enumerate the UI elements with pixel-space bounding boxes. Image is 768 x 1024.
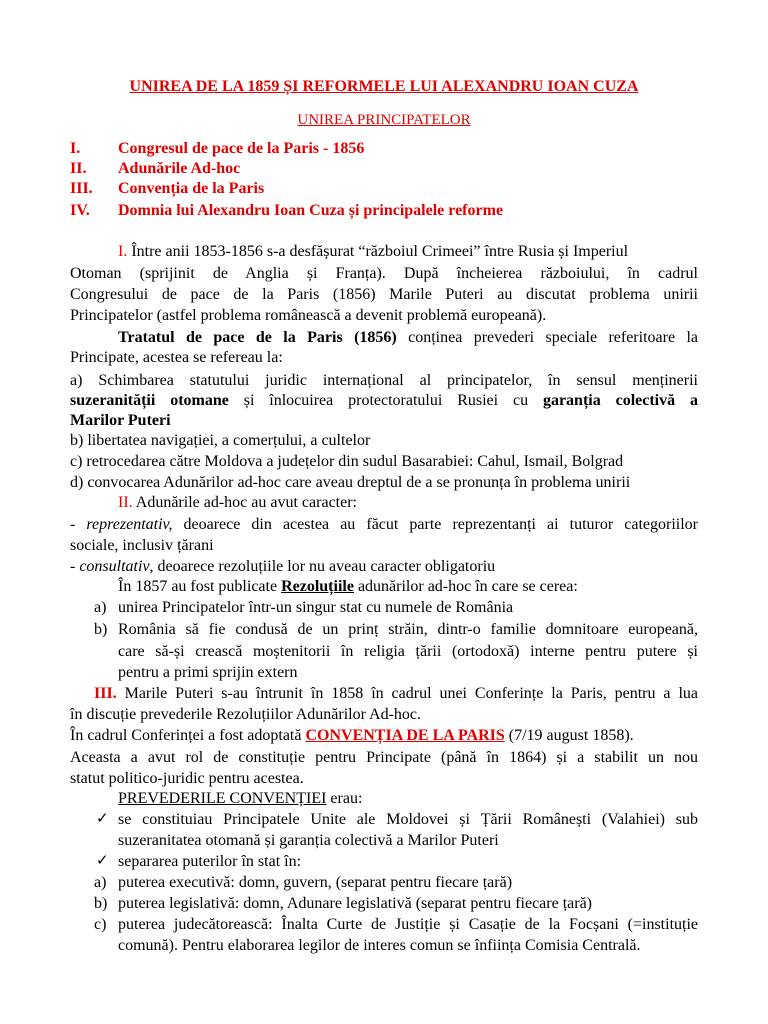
s3-line-4: Aceasta a avut rol de constituție pentru Principate (până în 1864) și a stabilit un nou: [70, 749, 698, 766]
s3-power-c-line-2: comună). Pentru elaborarea legilor de interes comun se înființa Comisia Centrală.: [118, 937, 641, 954]
s3-convention-line: În cadrul Conferinței a fost adoptată CONVENȚIA DE LA PARIS (7/19 august 1858).: [70, 727, 634, 744]
s3-line-2: în discuție prevederile Rezoluțiilor Adunărilor Ad-hoc.: [70, 706, 422, 723]
s3-provisions-heading: PREVEDERILE CONVENȚIEI erau:: [118, 790, 363, 807]
s1-item-c: c) retrocedarea către Moldova a județelor din sudul Basarabiei: Cahul, Ismail, Bolgrad: [70, 453, 624, 470]
toc-num-4: IV.: [70, 202, 90, 219]
toc-num-3: III.: [70, 180, 93, 197]
s1-line-4: Principatelor (astfel problema românească a devenit problemă europeană).: [70, 307, 547, 324]
s1-line-6: Principate, acestea se refereau la:: [70, 349, 283, 366]
toc-num-1: I.: [70, 140, 81, 157]
document-subtitle: UNIREA PRINCIPATELOR: [297, 112, 471, 128]
s1-item-a-line-1: a) Schimbarea statutului juridic internațional al principatelor, în sensul menținerii: [70, 372, 698, 389]
s2-consultative: - consultativ, deoarece rezoluțiile lor nu aveau caracter obligatoriu: [70, 558, 496, 575]
s3-check-1-line-2: suzeranitatea otomană și garanția colectivă a Marilor Puteri: [118, 832, 499, 849]
s1-item-b: b) libertatea navigației, a comerțului, a cultelor: [70, 432, 371, 449]
s1-line-2: Otoman (sprijinit de Anglia și Franța). După încheierea războiului, în cadrul: [70, 265, 698, 282]
s3-check-2: separarea puterilor în stat în:: [118, 853, 302, 870]
s2-item-a: unirea Principatelor într-un singur stat cu numele de România: [118, 599, 514, 616]
toc-item-3: Convenția de la Paris: [118, 180, 265, 197]
s3-check-1-line-1: se constituiau Principatele Unite ale Moldovei și Țării Românești (Valahiei) sub: [118, 811, 698, 828]
s2-number: II.: [118, 494, 133, 511]
s1-line-3: Congresului de pace de la Paris (1856) Marile Puteri au discutat problema unirii: [70, 286, 698, 303]
check-icon: ✓: [96, 811, 109, 827]
s2-resolutions: În 1857 au fost publicate Rezoluțiile adunărilor ad-hoc în care se cerea:: [118, 578, 578, 595]
toc-item-4: Domnia lui Alexandru Ioan Cuza și principalele reforme: [118, 202, 504, 219]
toc-num-2: II.: [70, 160, 87, 177]
document-title: UNIREA DE LA 1859 ȘI REFORMELE LUI ALEXANDRU IOAN CUZA: [129, 78, 639, 95]
s3-power-c-label: c): [94, 916, 107, 933]
s3-line-1: III. Marile Puteri s-au întrunit în 1858 în cadrul unei Conferințe la Paris, pentru a lua: [94, 685, 698, 702]
s1-line-1: I. Între anii 1853-1856 s-a desfășurat “războiul Crimeei” între Rusia și Imperiul: [118, 243, 629, 260]
s3-power-c-line-1: puterea judecătorească: Înalta Curte de Justiție și Casație de la Focșani (=instituție: [118, 916, 698, 933]
s2-representative-line-2: sociale, inclusiv țărani: [70, 537, 214, 554]
s2-item-b-label: b): [94, 621, 108, 638]
s3-line-5: statut politico-juridic pentru acestea.: [70, 770, 304, 787]
s2-item-b-line-1: România să fie condusă de un prinț străin, dintr-o familie domnitoare europeană,: [118, 621, 698, 638]
toc-item-1: Congresul de pace de la Paris - 1856: [118, 140, 365, 157]
s2-item-b-line-3: pentru a primi sprijin extern: [118, 664, 298, 681]
s2-intro: II. Adunările ad-hoc au avut caracter:: [118, 494, 357, 511]
s1-item-a-line-3: Marilor Puteri: [70, 412, 171, 429]
s3-power-a-label: a): [94, 874, 107, 891]
s1-item-a-line-2: suzeranității otomane și înlocuirea protectoratului Rusiei cu garanția colectivă a: [70, 392, 699, 409]
s1-item-d: d) convocarea Adunărilor ad-hoc care aveau dreptul de a se pronunța în problema unirii: [70, 474, 631, 491]
s1-treaty-line: Tratatul de pace de la Paris (1856) conținea prevederi speciale referitoare la: [118, 329, 699, 346]
check-icon: ✓: [96, 853, 109, 869]
toc-item-2: Adunările Ad-hoc: [118, 160, 241, 177]
s2-representative-line-1: - reprezentativ, deoarece din acestea au făcut parte reprezentanți ai tuturor categoriilor: [70, 516, 699, 533]
s2-item-a-label: a): [94, 599, 107, 616]
s3-power-a: puterea executivă: domn, guvern, (separat pentru fiecare țară): [118, 874, 513, 891]
s1-number: I.: [118, 243, 128, 260]
s2-item-b-line-2: care să-și crească moștenitorii în religia țării (ortodoxă) interne pentru putere și: [118, 643, 698, 660]
s3-power-b: puterea legislativă: domn, Adunare legislativă (separat pentru fiecare țară): [118, 895, 593, 912]
convention-title: CONVENȚIA DE LA PARIS: [305, 727, 505, 744]
s3-number: III.: [94, 685, 117, 702]
s3-power-b-label: b): [94, 895, 108, 912]
